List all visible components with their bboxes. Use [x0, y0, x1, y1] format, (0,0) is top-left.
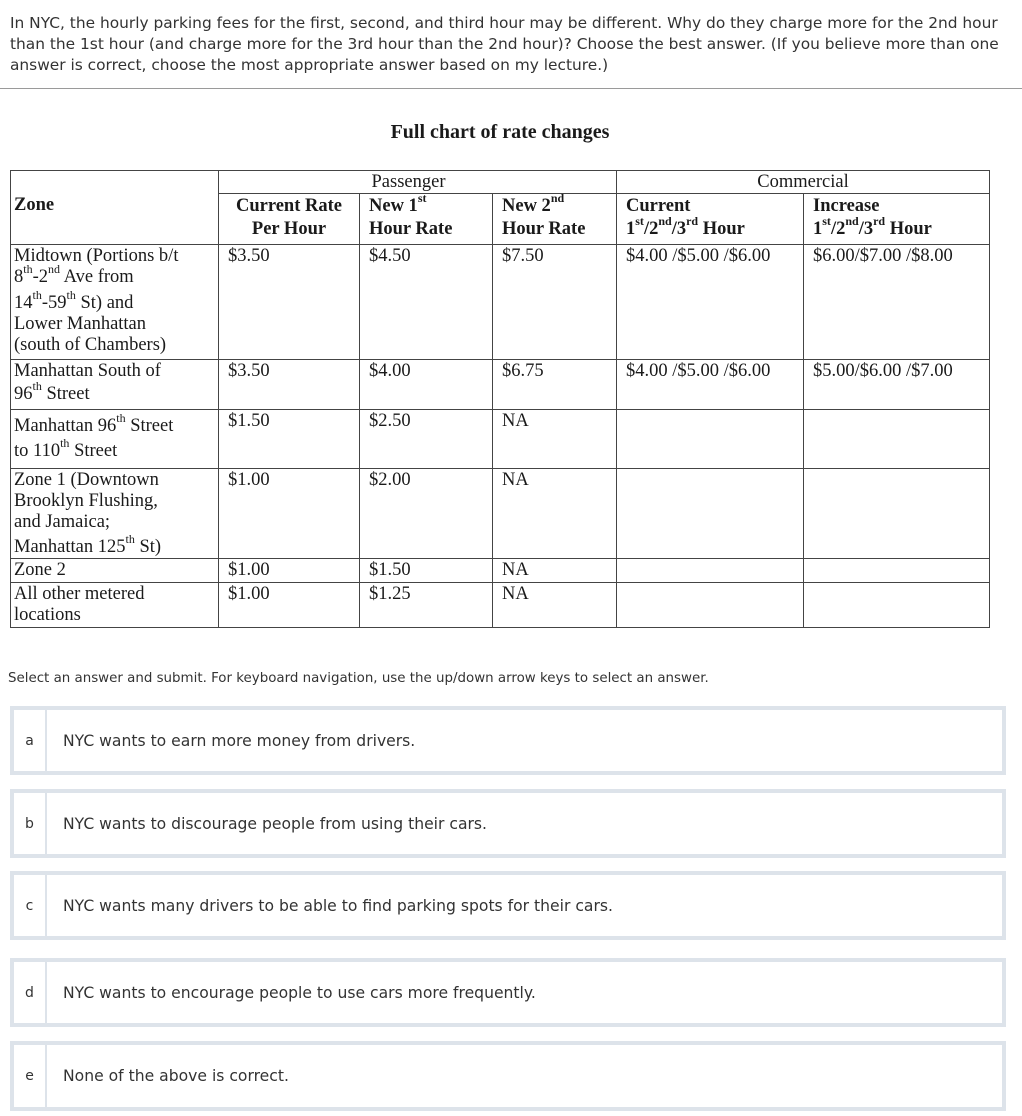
chart-title: Full chart of rate changes [390, 121, 610, 143]
commercial-current-cell: $4.00 /$5.00 /$6.00 [617, 360, 804, 410]
answer-option-b[interactable] [10, 789, 1006, 858]
current-rate-cell: $1.00 [219, 583, 360, 628]
zone-cell: Zone 2 [11, 559, 219, 583]
new-first-hour-cell: $4.50 [360, 245, 493, 360]
answer-option-a[interactable] [10, 706, 1006, 775]
commercial-current-column-header: Current 1st/2nd/3rd Hour [617, 194, 804, 245]
question-text: In NYC, the hourly parking fees for the first, second, and third hour may be different. Why do they charge more for the 2nd hour than the 1st hour (and charge more for the 3rd hour than the 2nd hour)? Choose the best answer. (If you believe more than one answer is correct, choose the most appropriate answer based on my lecture.) [10, 14, 999, 74]
zone-cell: Manhattan South of 96th Street [11, 360, 219, 410]
table-row [11, 583, 990, 628]
answer-letter: d [14, 962, 47, 1023]
new-second-hour-cell: NA [493, 583, 617, 628]
answer-letter: b [14, 793, 47, 854]
answer-letter: a [14, 710, 47, 771]
new-second-hour-cell: NA [493, 559, 617, 583]
commercial-current-cell [617, 469, 804, 559]
table-row [11, 469, 990, 559]
table-row [11, 245, 990, 360]
table-row [11, 360, 990, 410]
answer-text: NYC wants many drivers to be able to find parking spots for their cars. [63, 896, 613, 915]
answer-instructions: Select an answer and submit. For keyboard navigation, use the up/down arrow keys to select an answer. [8, 671, 709, 686]
answer-text: NYC wants to encourage people to use cars more frequently. [63, 983, 536, 1002]
new-second-hour-column-header: New 2nd Hour Rate [493, 194, 617, 245]
current-rate-cell: $3.50 [219, 360, 360, 410]
commercial-increase-cell [804, 583, 990, 628]
zone-cell: Midtown (Portions b/t 8th-2nd Ave from 14th-59th St) and Lower Manhattan (south of Chambers) [11, 245, 219, 360]
answer-text: None of the above is correct. [63, 1067, 289, 1085]
new-first-hour-cell: $1.50 [360, 559, 493, 583]
new-first-hour-cell: $4.00 [360, 360, 493, 410]
answer-option-c[interactable] [10, 871, 1006, 940]
current-rate-column-header: Current Rate Per Hour [219, 194, 360, 245]
answer-text: NYC wants to discourage people from using their cars. [63, 814, 488, 833]
answer-text: NYC wants to earn more money from drivers. [63, 731, 416, 750]
commercial-current-cell: $4.00 /$5.00 /$6.00 [617, 245, 804, 360]
table-header-blank [11, 171, 219, 194]
table-row [11, 410, 990, 469]
new-first-hour-cell: $1.25 [360, 583, 493, 628]
commercial-increase-cell [804, 410, 990, 469]
commercial-current-cell [617, 559, 804, 583]
answer-option-e[interactable] [10, 1041, 1006, 1111]
zone-cell: Zone 1 (Downtown Brooklyn Flushing, and Jamaica; Manhattan 125th St) [11, 469, 219, 559]
new-second-hour-cell: $6.75 [493, 360, 617, 410]
answer-letter: c [14, 875, 47, 936]
table-group-header-row [11, 171, 990, 194]
new-first-hour-cell: $2.00 [360, 469, 493, 559]
current-rate-cell: $1.00 [219, 469, 360, 559]
new-first-hour-column-header: New 1st Hour Rate [360, 194, 493, 245]
new-first-hour-cell: $2.50 [360, 410, 493, 469]
current-rate-cell: $1.50 [219, 410, 360, 469]
zone-column-header: Zone [11, 194, 219, 245]
commercial-current-cell [617, 583, 804, 628]
commercial-group-header: Commercial [617, 171, 990, 194]
new-second-hour-cell: $7.50 [493, 245, 617, 360]
table-header-row [11, 194, 990, 245]
rate-changes-table [10, 170, 990, 628]
commercial-current-cell [617, 410, 804, 469]
zone-cell: All other metered locations [11, 583, 219, 628]
zone-cell: Manhattan 96th Street to 110th Street [11, 410, 219, 469]
new-second-hour-cell: NA [493, 469, 617, 559]
current-rate-cell: $1.00 [219, 559, 360, 583]
current-rate-cell: $3.50 [219, 245, 360, 360]
commercial-increase-column-header: Increase 1st/2nd/3rd Hour [804, 194, 990, 245]
table-row [11, 559, 990, 583]
divider [0, 88, 1022, 89]
commercial-increase-cell: $6.00/$7.00 /$8.00 [804, 245, 990, 360]
new-second-hour-cell: NA [493, 410, 617, 469]
passenger-group-header: Passenger [360, 171, 617, 194]
commercial-increase-cell [804, 469, 990, 559]
commercial-increase-cell: $5.00/$6.00 /$7.00 [804, 360, 990, 410]
commercial-increase-cell [804, 559, 990, 583]
answer-letter: e [14, 1045, 47, 1107]
answer-option-d[interactable] [10, 958, 1006, 1027]
